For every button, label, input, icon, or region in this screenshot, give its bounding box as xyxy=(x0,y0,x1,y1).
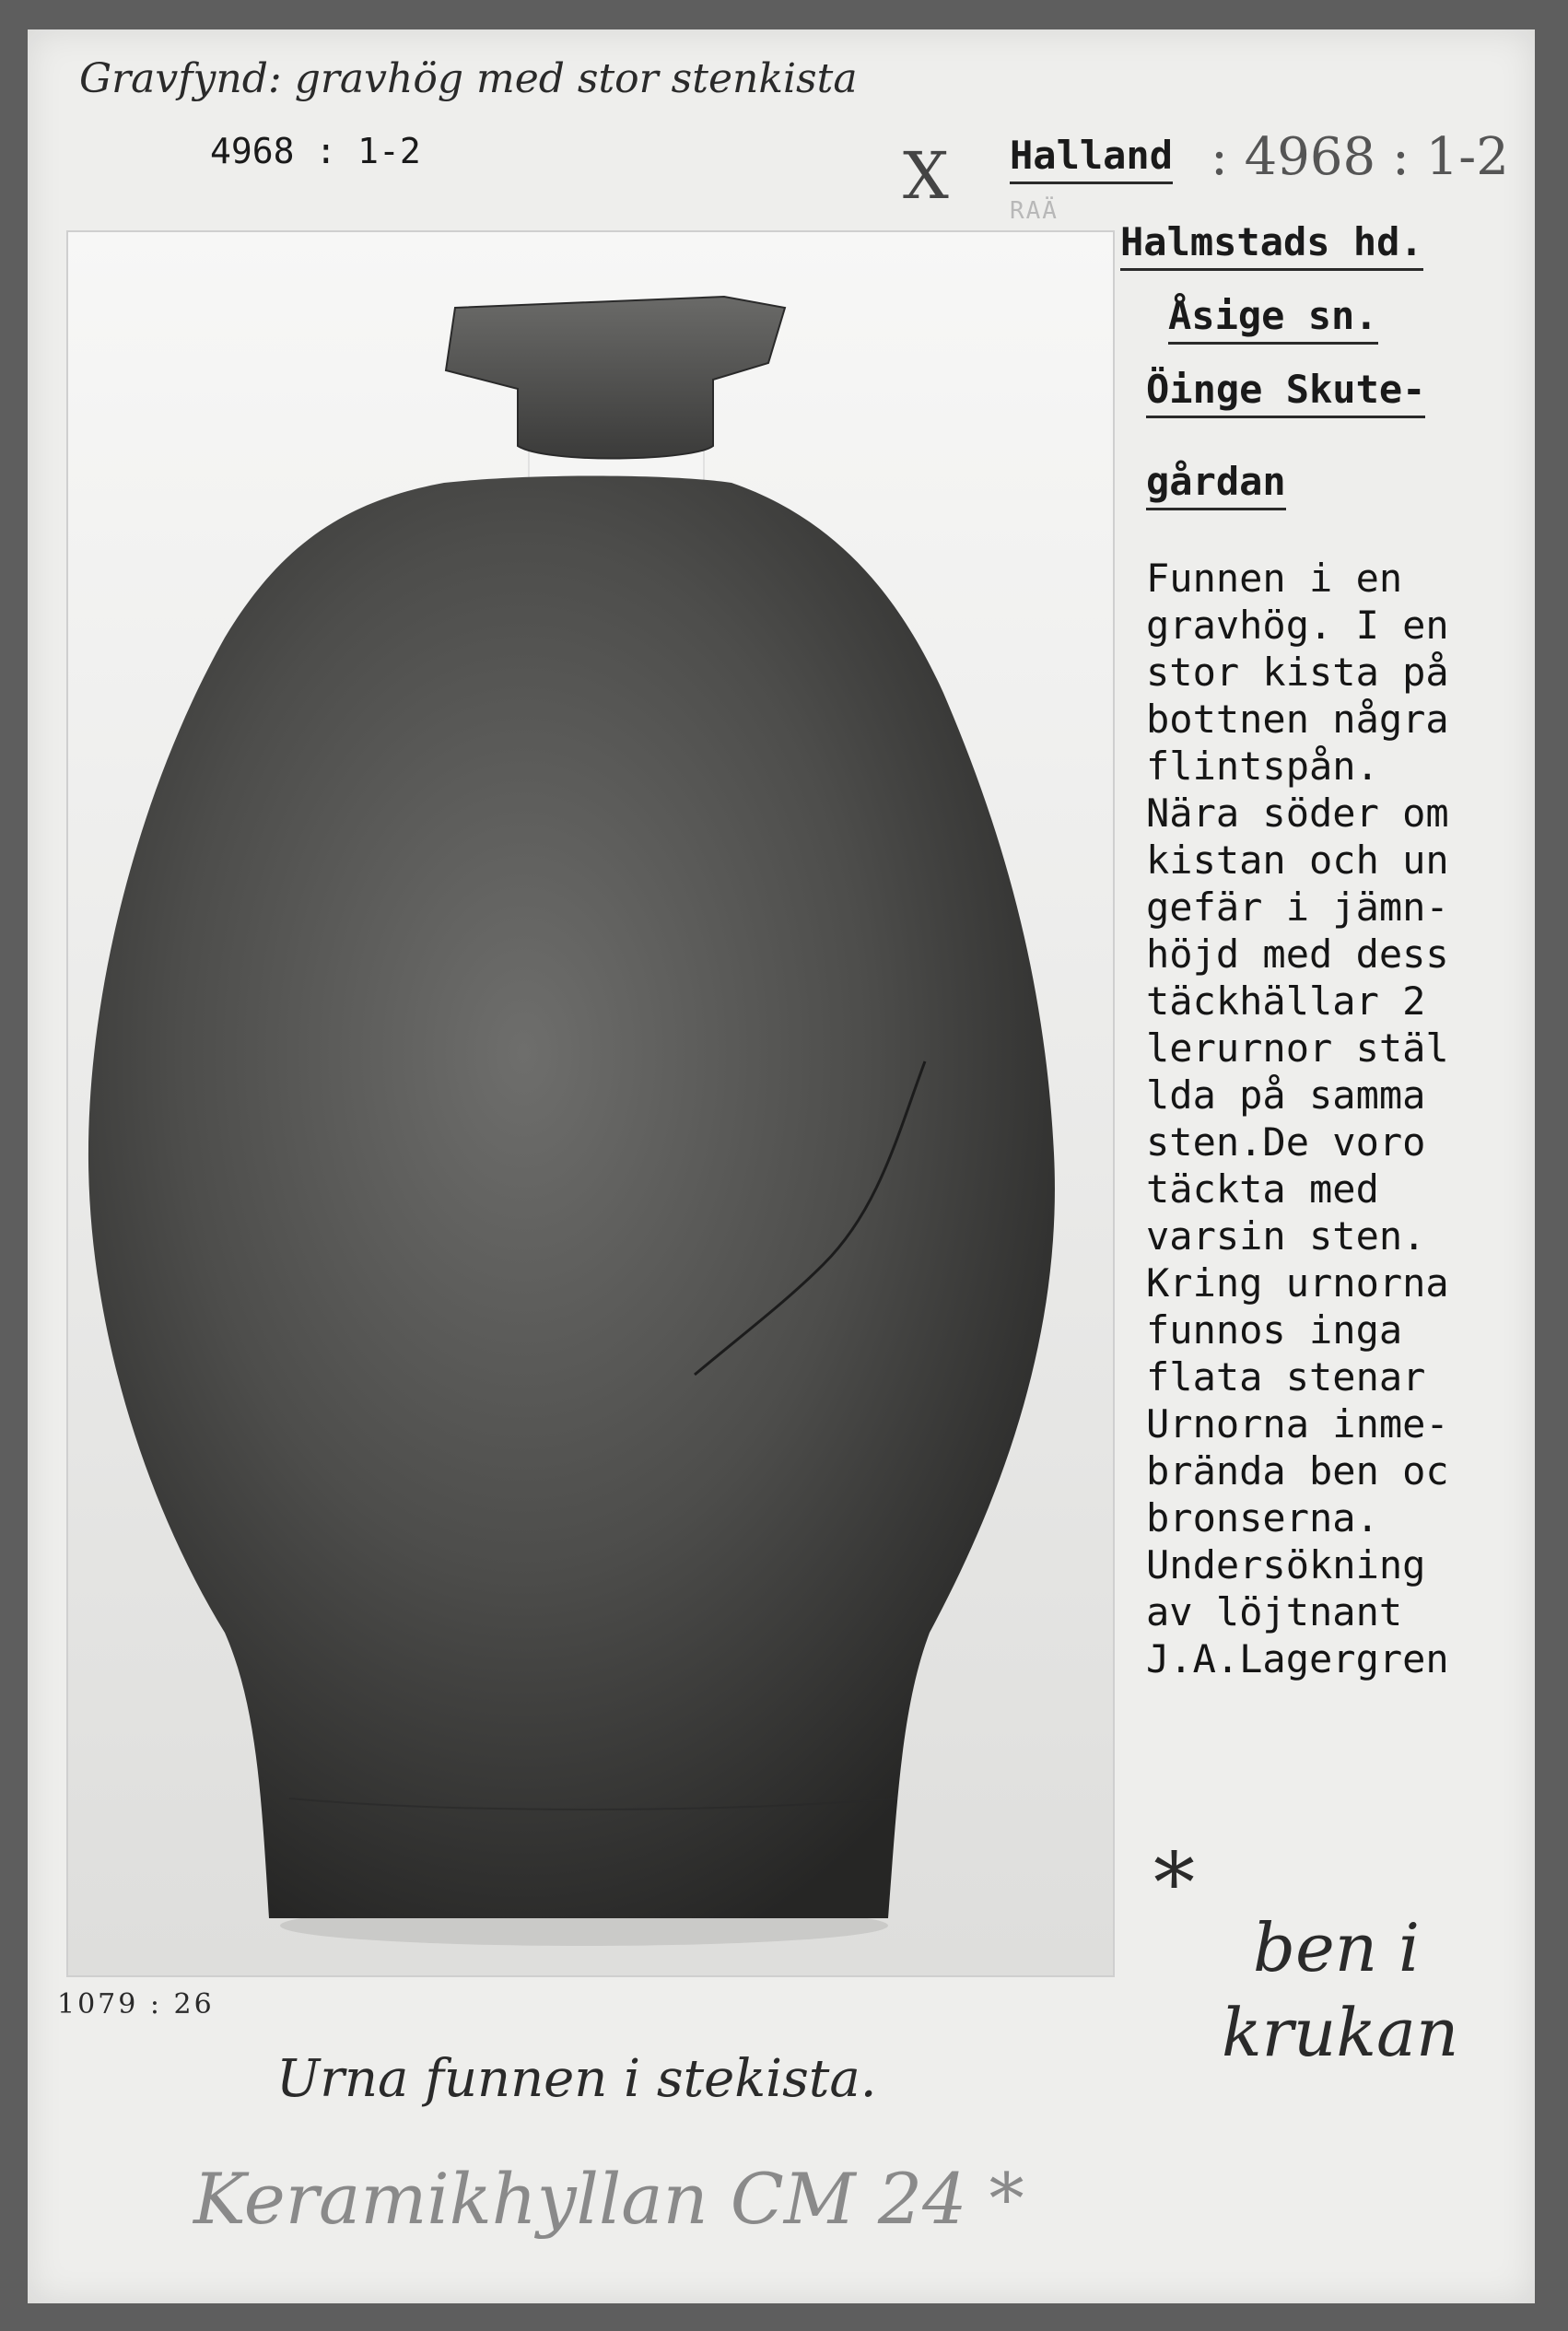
description-line: Funnen i en xyxy=(1146,556,1403,601)
asterisk-mark: * xyxy=(1153,1835,1195,1932)
side-note-line-1: ben i xyxy=(1253,1909,1420,1986)
top-handwritten-note: Gravfynd: gravhög med stor stenkista xyxy=(79,55,858,102)
description-line: funnos inga xyxy=(1146,1307,1403,1353)
catalog-number-left: 4968 : 1-2 xyxy=(210,131,421,171)
urn-photograph xyxy=(66,230,1115,1977)
catalog-card xyxy=(28,29,1535,2303)
shelf-location-note: Keramikhyllan CM 24 * xyxy=(193,2158,1024,2240)
description-line: bronserna. xyxy=(1146,1495,1379,1540)
description-line: gefär i jämn- xyxy=(1146,884,1449,930)
description-line: kistan och un xyxy=(1146,838,1449,883)
description-line: lerurnor stäl xyxy=(1146,1025,1449,1071)
description-line: Nära söder om xyxy=(1146,791,1449,836)
faint-stamp: RAÄ xyxy=(1010,197,1059,225)
photo-number: 1079 : 26 xyxy=(57,1988,215,2021)
description-line: Urnorna inme- xyxy=(1146,1401,1449,1447)
description-line: lda på samma xyxy=(1146,1072,1426,1118)
description-line: gravhög. I en xyxy=(1146,603,1449,648)
region-label: Halland xyxy=(1010,133,1173,184)
description-line: J.A.Lagergren xyxy=(1146,1636,1449,1681)
description-line: flata stenar xyxy=(1146,1354,1426,1400)
description-line: täckhällar 2 xyxy=(1146,978,1426,1024)
description-line: varsin sten. xyxy=(1146,1213,1426,1259)
description-line: bottnen några xyxy=(1146,697,1449,742)
description-line: sten.De voro xyxy=(1146,1119,1426,1165)
description-line: brända ben oc xyxy=(1146,1448,1449,1493)
description-line: stor kista på xyxy=(1146,650,1449,695)
catalog-number-right: : 4968 : 1-2 xyxy=(1211,127,1509,187)
caption-handwriting: Urna funnen i stekista. xyxy=(276,2049,877,2109)
hundred-label: Halmstads hd. xyxy=(1120,219,1423,271)
description-line: höjd med dess xyxy=(1146,931,1449,977)
parish-label: Åsige sn. xyxy=(1168,293,1378,345)
place-line-1: Öinge Skute- xyxy=(1146,367,1425,418)
description-line: flintspån. xyxy=(1146,744,1379,789)
description-line: Undersökning xyxy=(1146,1542,1426,1587)
description-line: Kring urnorna xyxy=(1146,1260,1449,1306)
description-line: täckta med xyxy=(1146,1166,1379,1212)
cross-mark: X xyxy=(903,138,949,214)
side-note-line-2: krukan xyxy=(1222,1994,1459,2071)
description-text xyxy=(1146,555,1551,1682)
urn-illustration xyxy=(68,232,1113,1975)
description-line: av löjtnant xyxy=(1146,1589,1403,1634)
place-line-2: gårdan xyxy=(1146,459,1286,510)
